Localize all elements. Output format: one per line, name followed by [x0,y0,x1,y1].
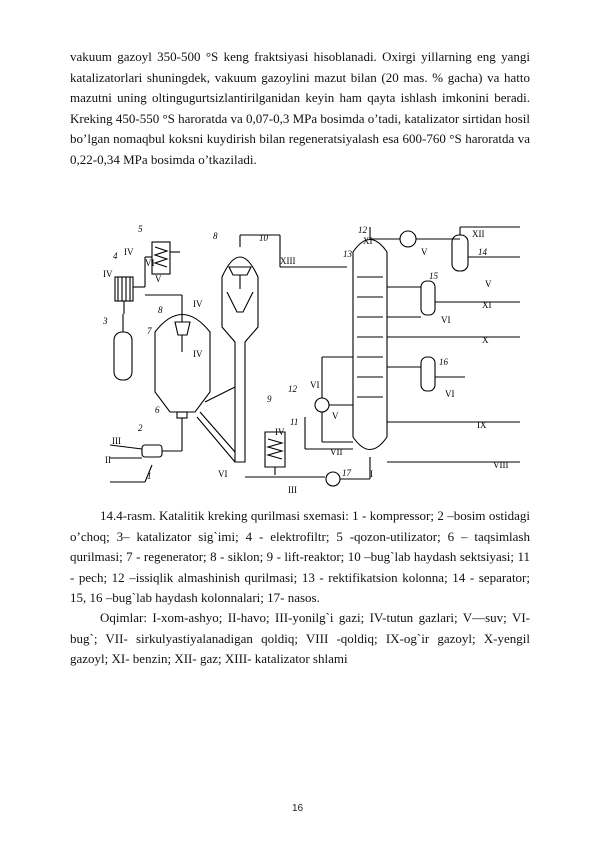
svg-text:IX: IX [477,420,487,430]
paragraph-text: vakuum gazoyl 350-500 °S keng fraktsiyasi hisoblanadi. Oxirgi yillarning eng yangi katalizatorlari shuningdek, vakuum gazoylini mazut bilan (20 mas. % gacha) va hatto mazutni uning oltingugurtsizlantirilganidan keyin ham qayta ishlash imkonini beradi. Kreking 450-550 °S haroratda va 0,07-0,3 MPa bosimda o’tadi, katalizator sirtidan hosil bo’lgan nomaqbul koksni kuydirish bilan regeneratsiyalash esa 600-760 °S haroratda va 0,22-0,34 MPa bosimda o’tkaziladi. [70,49,530,167]
svg-text:III: III [288,485,297,495]
svg-text:V: V [155,274,162,284]
svg-text:10: 10 [259,233,268,243]
diagram-labels [102,224,509,495]
svg-text:XII: XII [472,229,485,239]
svg-text:IV: IV [193,299,203,309]
svg-text:11: 11 [290,417,299,427]
svg-text:VIII: VIII [493,460,509,470]
svg-text:1: 1 [147,471,152,481]
svg-text:VI: VI [441,315,451,325]
svg-text:XIII: XIII [280,256,296,266]
svg-text:V: V [332,411,339,421]
stripping-column-16 [421,357,435,391]
svg-text:3: 3 [103,316,108,326]
stripping-column-15 [421,281,435,315]
waste-heat-boiler-5 [152,242,170,274]
svg-text:7: 7 [147,326,152,336]
svg-text:8: 8 [158,305,163,315]
svg-text:XI: XI [363,236,373,246]
svg-text:VI: VI [310,380,320,390]
diagram-svg [85,217,525,502]
rectification-column-13 [353,240,387,450]
caption-text: 14.4-rasm. Katalitik kreking qurilmasi sxemasi: 1 - kompressor; 2 –bosim ostidagi o’choq; 3– katalizator sig`imi; 4 - elektrofiltr; 5 -qozon-utilizator; 6 – taqsimlash qurilmasi; 7 - regenerator; 8 - siklon; 9 - lift-reaktor; 10 –bug`lab haydash sektsiyasi; 11 - pech; 12 –issiqlik almashinish qurilmasi; 13 - rektifikatsion kolonna; 14 - separator; 15, 16 –bug`lab haydash kolonnalari; 17- nasos. [70,508,530,605]
regenerator-7 [155,315,210,413]
svg-text:16: 16 [439,357,448,367]
figure-caption [70,506,530,609]
svg-text:12: 12 [288,384,297,394]
svg-text:14: 14 [478,247,487,257]
svg-text:4: 4 [113,251,118,261]
heat-exchanger-12-top [400,231,416,247]
legend-text: Oqimlar: I-xom-ashyo; II-havo; III-yonilg`i gazi; IV-tutun gazlari; V—suv; VI-bug`; VII- sirkulyastiyalanadigan qoldiq; VIII -qoldiq; IX-og`ir gazoyl; X-yengil gazoyl; XI- benzin; XII- gaz; XIII- katalizator shlami [70,610,530,666]
svg-text:IV: IV [193,349,203,359]
process-flow-diagram [85,217,525,502]
svg-text:IV: IV [124,247,134,257]
svg-text:13: 13 [343,249,352,259]
svg-text:9: 9 [267,394,272,404]
separator-14 [452,235,468,271]
page-number: 16 [291,803,304,814]
svg-text:IV: IV [275,427,285,437]
heat-exchanger-12 [315,398,329,412]
svg-text:V: V [485,279,492,289]
svg-text:I: I [370,469,373,479]
svg-text:6: 6 [155,405,160,415]
svg-text:VI: VI [445,389,455,399]
furnace-2 [142,445,162,457]
svg-text:15: 15 [429,271,438,281]
svg-text:VII: VII [330,447,343,457]
body-paragraph [70,47,530,170]
svg-text:VI: VI [218,469,228,479]
svg-text:III: III [112,436,121,446]
catalyst-vessel-3 [114,332,132,380]
svg-text:5: 5 [138,224,143,234]
svg-text:V: V [421,247,428,257]
svg-text:X: X [482,335,489,345]
svg-text:VI: VI [145,258,155,268]
svg-text:II: II [105,455,111,465]
svg-text:XI: XI [482,300,492,310]
flow-legend [70,608,530,670]
pump-17 [326,472,340,486]
svg-text:2: 2 [138,423,143,433]
svg-text:12: 12 [358,225,367,235]
svg-text:17: 17 [342,468,351,478]
svg-text:8: 8 [213,231,218,241]
svg-text:IV: IV [103,269,113,279]
